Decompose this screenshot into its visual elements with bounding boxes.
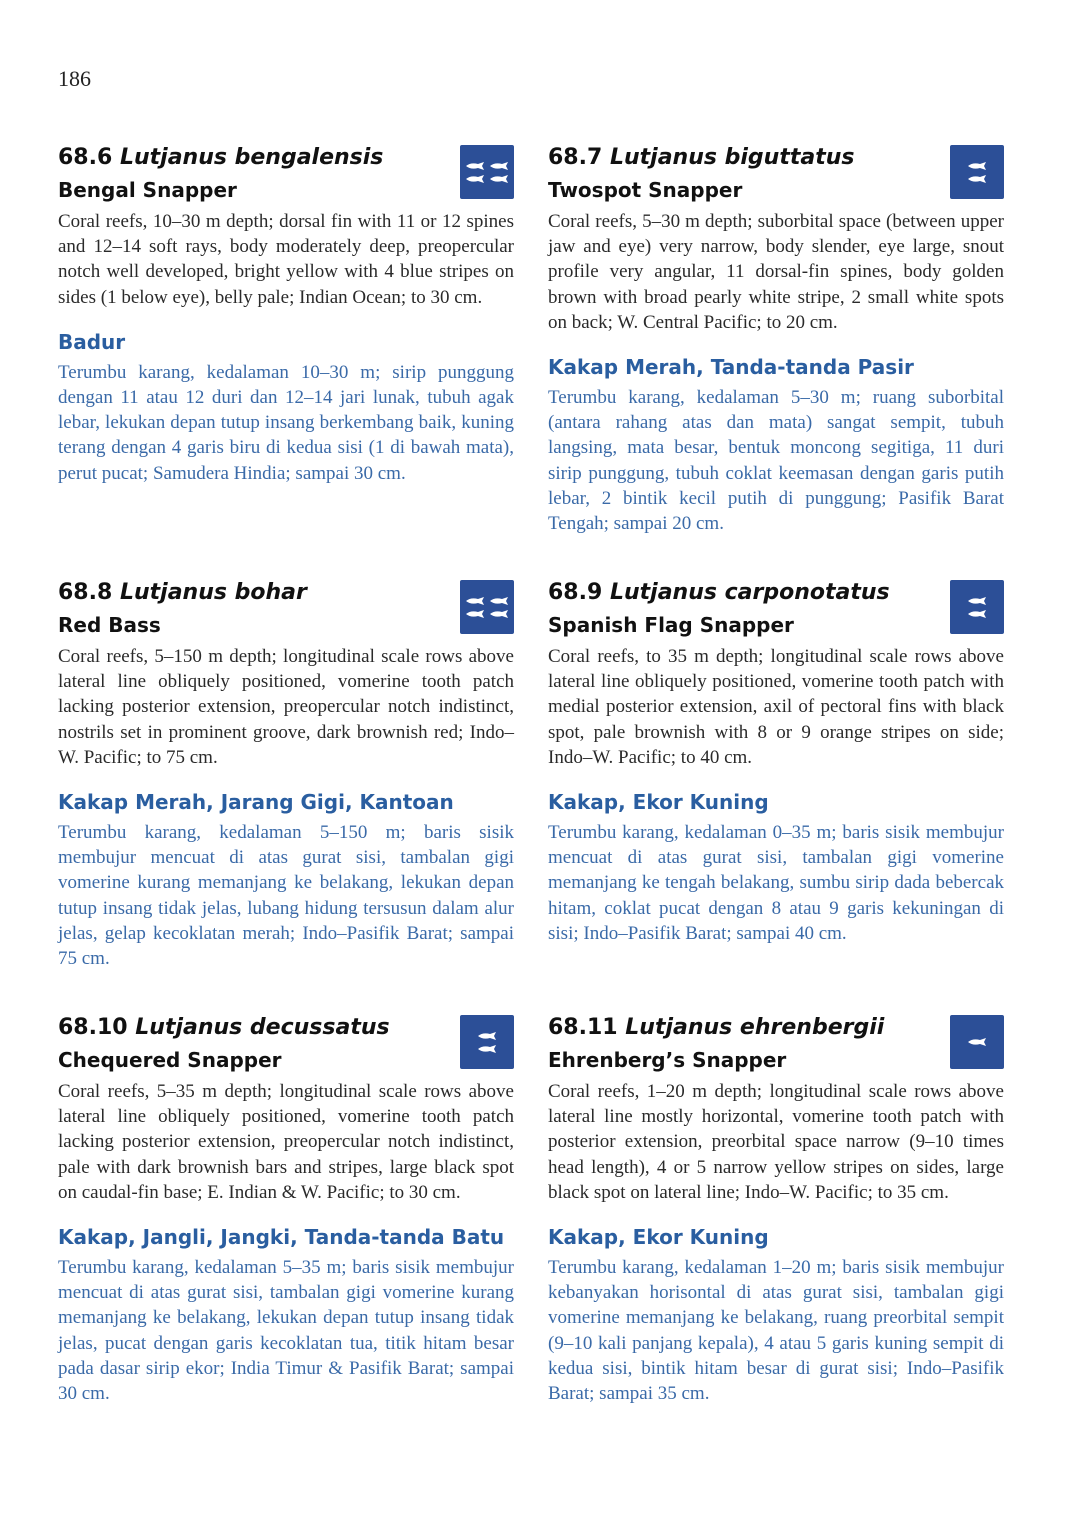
habitat-badge	[460, 145, 514, 199]
fish-icon	[465, 610, 485, 618]
species-number: 68.10	[58, 1015, 128, 1040]
local-name: Badur	[58, 329, 126, 354]
local-name: Kakap Merah, Jarang Gigi, Kantoan	[58, 790, 454, 815]
habitat-badge	[950, 1015, 1004, 1069]
species-number: 68.11	[548, 1015, 618, 1040]
local-name: Kakap, Ekor Kuning	[548, 790, 769, 815]
scientific-name: Lutjanus carponotatus	[609, 580, 890, 605]
species-entry-68-7	[548, 143, 1004, 536]
english-description: Coral reefs, 5–35 m depth; longitudinal scale rows above lateral line obliquely positioned, vomerine tooth patch lacking posterior extension, preopercular notch indistinct, pale with dark brownish bars and stripes, large black spot on caudal-fin base; E. Indian & W. Pacific; to 30 cm.	[58, 1081, 514, 1203]
indonesian-description: Terumbu karang, kedalaman 1–20 m; baris sisik membujur kebanyakan horisontal di atas gurat sisi, tambalan gigi vomerine memanjang ke belakang, ruang preorbital sempit (9–10 kali panjang kepala), 4 atau 5 garis kuning sempit di kedua sisi, bintik hitam besar di gurat sisi; Indo–Pasifik Barat; sampai 35 cm.	[548, 1257, 1004, 1405]
species-title	[58, 578, 514, 608]
habitat-badge	[460, 580, 514, 634]
english-description: Coral reefs, 1–20 m depth; longitudinal scale rows above lateral line mostly horizontal, vomerine tooth patch with posterior extension, preorbital space narrow (9–10 times head length), 4 or 5 narrow yellow stripes on sides, large black spot on lateral line; Indo–W. Pacific; to 35 cm.	[548, 1081, 1004, 1203]
local-name: Kakap, Jangli, Jangki, Tanda-tanda Batu	[58, 1225, 505, 1250]
common-name: Bengal Snapper	[58, 178, 237, 202]
scientific-name: Lutjanus bengalensis	[119, 145, 384, 170]
common-name: Twospot Snapper	[548, 178, 743, 202]
scientific-name: Lutjanus bohar	[119, 580, 307, 605]
fish-icon	[465, 175, 485, 183]
english-description: Coral reefs, 5–150 m depth; longitudinal scale rows above lateral line obliquely positioned, vomerine tooth patch lacking posterior extension, preopercular notch indistinct, nostrils set in prominent groove, dark brownish red; Indo–W. Pacific; to 75 cm.	[58, 646, 514, 768]
common-name: Red Bass	[58, 613, 161, 637]
english-description: Coral reefs, 10–30 m depth; dorsal fin with 11 or 12 spines and 12–14 soft rays, body moderately deep, preopercular notch well developed, bright yellow with 4 blue stripes on sides (1 below eye), belly pale; Indian Ocean; to 30 cm.	[58, 211, 514, 308]
english-description: Coral reefs, to 35 m depth; longitudinal scale rows above lateral line obliquely positioned, vomerine tooth patch with medial posterior extension, axil of pectoral fins with black spot, pale brownish with 8 or 9 orange stripes on side; Indo–W. Pacific; to 40 cm.	[548, 646, 1004, 768]
species-title	[548, 143, 1004, 173]
indonesian-description: Terumbu karang, kedalaman 5–30 m; ruang suborbital (antara rahang atas dan mata) sangat sempit, tubuh langsing, mata besar, bentuk moncong segitiga, 11 duri sirip punggung, tubuh coklat keemasan dengan garis putih lebar, 2 bintik kecil putih di punggung; Pasifik Barat Tengah; sampai 20 cm.	[548, 387, 1004, 535]
species-entry-68-9	[548, 578, 1004, 946]
english-description: Coral reefs, 5–30 m depth; suborbital space (between upper jaw and eye) very narrow, body slender, eye large, snout profile very angular, 11 dorsal-fin spines, body golden brown with broad pearly white stripe, 2 small white spots on back; W. Central Pacific; to 20 cm.	[548, 211, 1004, 333]
page-number: 186	[58, 66, 91, 91]
fish-icon	[489, 610, 509, 618]
fish-icon	[967, 1038, 987, 1046]
indonesian-description: Terumbu karang, kedalaman 5–35 m; baris sisik membujur mencuat di atas gurat sisi, tambalan gigi vomerine kurang memanjang ke belakang, lekukan depan tutup insang tidak jelas, pucat dengan garis kecoklatan tua, titik hitam besar pada dasar sirip ekor; India Timur & Pasifik Barat; sampai 30 cm.	[58, 1257, 514, 1405]
local-name: Kakap Merah, Tanda-tanda Pasir	[548, 355, 914, 380]
indonesian-description: Terumbu karang, kedalaman 0–35 m; baris sisik membujur mencuat di atas gurat sisi, tambalan gigi vomerine memanjang ke tengah belakang, sumbu sirip dada bebercak hitam, coklat pucat dengan 8 atau 9 garis kekuningan di sisi; Indo–Pasifik Barat; sampai 40 cm.	[548, 822, 1004, 944]
fish-icon	[967, 175, 987, 183]
species-title	[548, 1013, 1004, 1043]
fish-icon	[967, 597, 987, 605]
local-name: Kakap, Ekor Kuning	[548, 1225, 769, 1250]
species-entry-68-11	[548, 1013, 1004, 1406]
indonesian-description: Terumbu karang, kedalaman 5–150 m; baris sisik membujur mencuat di atas gurat sisi, tambalan gigi vomerine kurang memanjang ke belakang, lekukan depan tutup insang tidak jelas, lubang hidung tersusun dalam alur jelas, gelap kecoklatan merah; Indo–Pasifik Barat; sampai 75 cm.	[58, 822, 514, 970]
scientific-name: Lutjanus ehrenbergii	[625, 1015, 885, 1040]
scientific-name: Lutjanus decussatus	[135, 1015, 390, 1040]
common-name: Chequered Snapper	[58, 1048, 282, 1072]
species-number: 68.7	[548, 145, 603, 170]
fish-icon	[967, 610, 987, 618]
fish-icon	[465, 597, 485, 605]
species-title	[58, 143, 514, 173]
fish-icon	[465, 162, 485, 170]
fish-icon	[489, 162, 509, 170]
habitat-badge	[950, 145, 1004, 199]
species-entry-68-8	[58, 578, 514, 971]
species-entry-68-6	[58, 143, 514, 486]
fish-icon	[489, 597, 509, 605]
indonesian-description: Terumbu karang, kedalaman 10–30 m; sirip punggung dengan 11 atau 12 duri dan 12–14 jari lunak, tubuh agak lebar, lekukan depan tutup insang berkembang baik, kuning terang dengan 4 garis biru di kedua sisi (1 di bawah mata), perut pucat; Samudera Hindia; sampai 30 cm.	[58, 361, 514, 484]
species-title	[58, 1013, 514, 1043]
species-number: 68.6	[58, 145, 113, 170]
fish-icon	[967, 162, 987, 170]
species-title	[548, 578, 1004, 608]
fish-icon	[489, 175, 509, 183]
common-name: Spanish Flag Snapper	[548, 613, 794, 637]
habitat-badge	[460, 1015, 514, 1069]
species-entry-68-10	[58, 1013, 514, 1406]
species-number: 68.9	[548, 580, 603, 605]
fish-icon	[477, 1045, 497, 1053]
fish-icon	[477, 1032, 497, 1040]
habitat-badge	[950, 580, 1004, 634]
scientific-name: Lutjanus biguttatus	[609, 145, 855, 170]
common-name: Ehrenberg’s Snapper	[548, 1048, 787, 1072]
species-number: 68.8	[58, 580, 113, 605]
